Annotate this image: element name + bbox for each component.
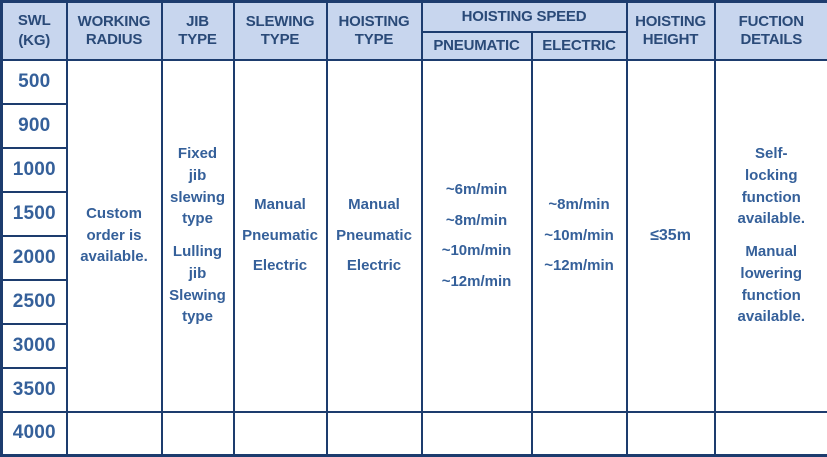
empty-cell xyxy=(327,412,422,456)
slewing-type-item: Pneumatic xyxy=(239,226,322,246)
swl-cell-3000: 3000 xyxy=(2,324,67,368)
pneumatic-speed-item: ~10m/min xyxy=(427,241,527,261)
cell-fuction-details xyxy=(715,60,827,412)
electric-speed-item: ~10m/min xyxy=(537,226,622,246)
empty-cell xyxy=(627,412,715,456)
header-working-radius: WORKING RADIUS xyxy=(67,2,162,60)
electric-speed-item: ~8m/min xyxy=(537,195,622,215)
empty-cell xyxy=(162,412,234,456)
swl-cell-1000: 1000 xyxy=(2,148,67,192)
header-swl xyxy=(2,2,67,60)
empty-cell xyxy=(67,412,162,456)
cell-jib-type xyxy=(162,60,234,412)
header-jib-type: JIB TYPE xyxy=(162,2,234,60)
table-row xyxy=(2,60,827,104)
electric-speed-item: ~12m/min xyxy=(537,256,622,276)
cell-slewing-type xyxy=(234,60,327,412)
swl-cell-500: 500 xyxy=(2,60,67,104)
header-swl-line2: (KG) xyxy=(7,32,62,50)
fuction-detail-lowering: Manual lowering function available. xyxy=(738,241,806,328)
hoisting-type-item: Electric xyxy=(332,256,417,276)
header-hoisting-type: HOISTING TYPE xyxy=(327,2,422,60)
swl-cell-2500: 2500 xyxy=(2,280,67,324)
jib-type-fixed: Fixed jib slewing type xyxy=(168,143,228,230)
empty-cell xyxy=(715,412,827,456)
header-hoisting-height: HOISTING HEIGHT xyxy=(627,2,715,60)
header-pneumatic: PNEUMATIC xyxy=(422,32,532,60)
swl-cell-3500: 3500 xyxy=(2,368,67,412)
header-hoisting-speed: HOISTING SPEED xyxy=(422,2,627,32)
swl-cell-2000: 2000 xyxy=(2,236,67,280)
cell-electric-speeds xyxy=(532,60,627,412)
swl-cell-4000: 4000 xyxy=(2,412,67,456)
pneumatic-speed-item: ~12m/min xyxy=(427,272,527,292)
swl-cell-900: 900 xyxy=(2,104,67,148)
hoisting-type-item: Manual xyxy=(332,195,417,215)
swl-cell-1500: 1500 xyxy=(2,192,67,236)
cell-hoisting-type xyxy=(327,60,422,412)
slewing-type-item: Manual xyxy=(239,195,322,215)
cell-hoisting-height: ≤35m xyxy=(627,60,715,412)
pneumatic-speed-item: ~8m/min xyxy=(427,211,527,231)
jib-type-lulling: Lulling jib Slewing type xyxy=(168,241,228,328)
slewing-type-item: Electric xyxy=(239,256,322,276)
pneumatic-speed-item: ~6m/min xyxy=(427,180,527,200)
working-radius-text: Custom order is available. xyxy=(78,203,151,268)
cell-pneumatic-speeds xyxy=(422,60,532,412)
table-row-4000 xyxy=(2,412,827,456)
fuction-detail-selflocking: Self-locking function available. xyxy=(738,143,806,230)
hoisting-type-item: Pneumatic xyxy=(332,226,417,246)
cell-working-radius xyxy=(67,60,162,412)
empty-cell xyxy=(234,412,327,456)
header-slewing-type: SLEWING TYPE xyxy=(234,2,327,60)
empty-cell xyxy=(532,412,627,456)
header-fuction-details: FUCTION DETAILS xyxy=(715,2,827,60)
empty-cell xyxy=(422,412,532,456)
header-swl-line1: SWL xyxy=(7,12,62,30)
header-electric: ELECTRIC xyxy=(532,32,627,60)
